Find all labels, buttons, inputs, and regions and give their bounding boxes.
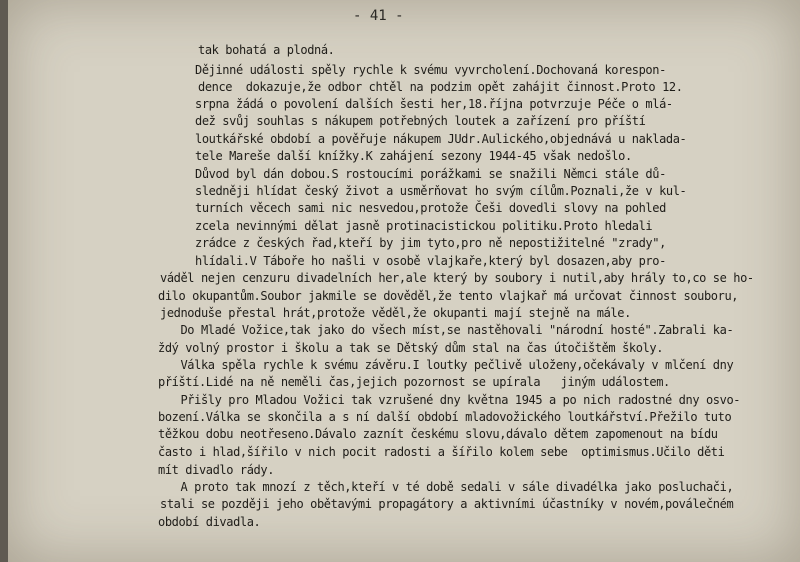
text-line: hlídali.V Táboře ho našli v osobě vlajkaře,který byl dosazen,aby pro- [195,254,666,268]
text-line: ždý volný prostor i školu a tak se Dětský dům stal na čas útočištěm školy. [158,341,664,355]
text-line: Přišly pro Mladou Vožici tak vzrušené dny května 1945 a po nich radostné dny osvo- [160,393,741,407]
text-line: A proto tak mnozí z těch,kteří v té době sedali v sále divadélka jako posluchači, [160,480,734,494]
text-line: dež svůj souhlas s nákupem potřebných loutek a zařízení pro příští [195,114,646,128]
text-line: stali se později jeho obětavými propagátory a aktivními účastníky v novém,poválečném [160,497,734,511]
text-line: dence dokazuje,že odbor chtěl na podzim opět zahájit činnost.Proto 12. [198,80,683,94]
text-line: Dějinné události spěly rychle k svému vyvrcholení.Dochovaná korespon- [195,63,666,77]
text-line: tak bohatá a plodná. [198,43,335,57]
text-line: období divadla. [158,515,261,529]
text-line: turních věcech sami nic nesvedou,protože Češi dovedli slovy na pohled [195,201,666,215]
text-line: srpna žádá o povolení dalších šesti her,18.října potvrzuje Péče o mlá- [195,97,673,111]
text-line: váděl nejen cenzuru divadelních her,ale který by soubory i nutil,aby hrály to,co se ho- [160,271,754,285]
text-line: často i hlad,šířilo v nich pocit radosti a šířilo kolem sebe optimismus.Učilo děti [158,445,725,459]
text-line: příští.Lidé na ně neměli čas,jejich pozornost se upírala jiným událostem. [158,375,670,389]
text-line: Do Mladé Vožice,tak jako do všech míst,se nastěhovali "národní hosté".Zabrali ka- [160,323,734,337]
text-line: dilo okupantům.Soubor jakmile se dověděl,že tento vlajkař má určovat činnost souboru, [158,289,739,303]
page-number: - 41 - [353,8,404,24]
text-line: zcela nevinnými dělat jasně protinacistickou politiku.Proto hledali [195,219,653,233]
text-line: sledněji hlídat český život a usměrňovat ho svým cílům.Poznali,že v kul- [195,184,687,198]
text-line: loutkářské období a pověřuje nákupem JUdr.Aulického,objednává u naklada- [195,132,687,146]
text-line: Válka spěla rychle k svému závěru.I loutky pečlivě uloženy,očekávaly v mlčení dny [160,358,734,372]
text-line: bození.Válka se skončila a s ní další období mladovožického loutkářství.Přežilo tuto [158,410,732,424]
text-line: tele Mareše další knížky.K zahájení sezony 1944-45 však nedošlo. [195,149,632,163]
text-line: zrádce z českých řad,kteří by jim tyto,pro ně nepostižitelné "zrady", [195,236,666,250]
text-line: mít divadlo rády. [158,463,275,477]
text-line: Důvod byl dán dobou.S rostoucími porážkami se snažili Němci stále dů- [195,167,666,181]
text-line: těžkou dobu neotřeseno.Dávalo zaznít českému slovu,dávalo dětem zapomenout na bídu [158,427,718,441]
text-line: jednoduše přestal hrát,protože věděl,že okupanti mají stejně na mále. [160,306,631,320]
document-page [8,0,800,562]
